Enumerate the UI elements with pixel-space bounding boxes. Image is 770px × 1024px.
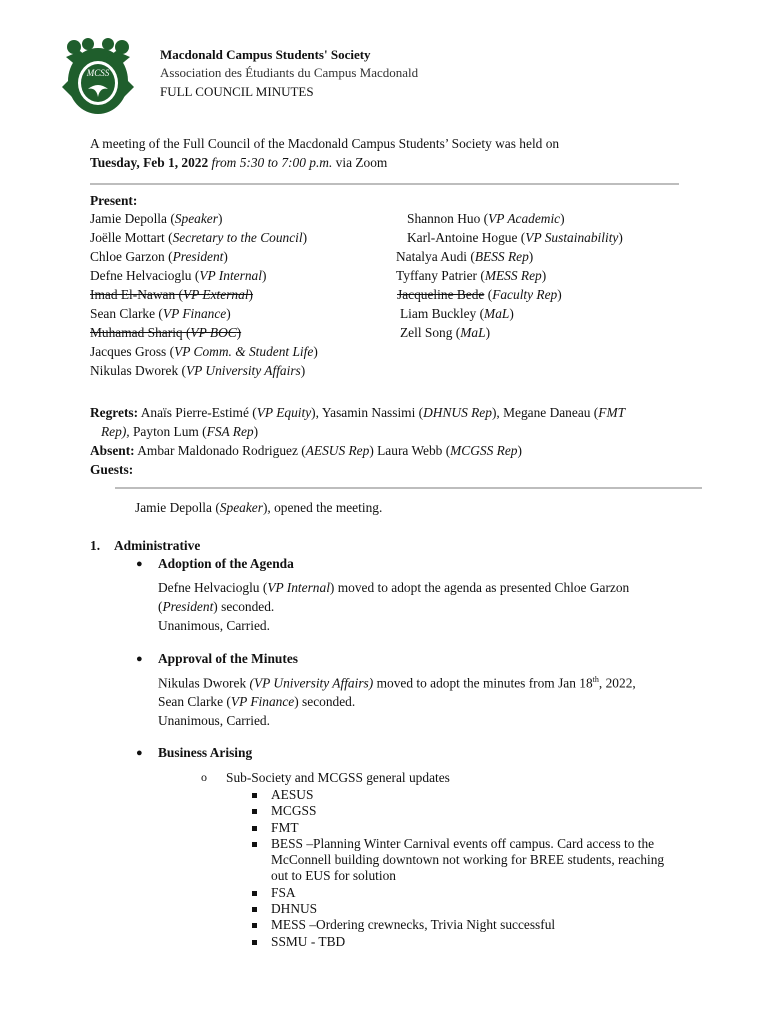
attendee: Defne Helvacioglu (VP Internal) — [90, 268, 267, 283]
bullet-icon: ● — [136, 747, 143, 759]
attendee: Zell Song (MaL) — [400, 325, 491, 340]
business-title: Business Arising — [158, 745, 253, 760]
attendee: Jamie Depolla (Speaker) — [90, 211, 223, 226]
intro-line: A meeting of the Full Council of the Macdonald Campus Students’ Society was held on — [90, 136, 560, 151]
attendee: Muhamad Shariq (VP BOC) — [90, 325, 242, 340]
minutes-line-3: Unanimous, Carried. — [158, 713, 270, 728]
update-item: FSA — [271, 885, 296, 900]
attendee: Chloe Garzon (President) — [90, 249, 228, 264]
attendee: Jacqueline Bede (Faculty Rep) — [397, 287, 562, 302]
minutes-line-1: Nikulas Dworek (VP University Affairs) moved to adopt the minutes from Jan 18th, 2022, — [158, 675, 636, 691]
section-title: Administrative — [114, 538, 201, 553]
square-bullet-icon — [252, 842, 257, 847]
square-bullet-icon — [252, 793, 257, 798]
agenda-line-2: (President) seconded. — [158, 599, 275, 614]
agenda-line-1: Defne Helvacioglu (VP Internal) moved to adopt the agenda as presented Chloe Garzon — [158, 580, 630, 595]
divider — [115, 487, 702, 489]
section-number: 1. — [90, 538, 101, 553]
square-bullet-icon — [252, 923, 257, 928]
update-item: out to EUS for solution — [271, 868, 396, 883]
attendee: Sean Clarke (VP Finance) — [90, 306, 231, 321]
attendee: Karl-Antoine Hogue (VP Sustainability) — [407, 230, 623, 245]
square-bullet-icon — [252, 907, 257, 912]
org-name-fr: Association des Étudiants du Campus Macdonald — [160, 65, 419, 80]
mcss-crest-logo — [60, 37, 136, 119]
update-item: McConnell building downtown not working for BREE students, reaching — [271, 852, 665, 867]
org-name: Macdonald Campus Students' Society — [160, 47, 371, 62]
square-bullet-icon — [252, 826, 257, 831]
divider — [90, 183, 679, 185]
update-item: MCGSS — [271, 803, 317, 818]
minutes-line-2: Sean Clarke (VP Finance) seconded. — [158, 694, 356, 709]
doc-title: FULL COUNCIL MINUTES — [160, 84, 314, 99]
absent-line: Absent: Ambar Maldonado Rodriguez (AESUS Rep) Laura Webb (MCGSS Rep) — [90, 443, 522, 458]
update-item: AESUS — [271, 787, 314, 802]
logo-text: MCSS — [86, 68, 110, 78]
agenda-title: Adoption of the Agenda — [158, 556, 294, 571]
attendee: Jacques Gross (VP Comm. & Student Life) — [90, 344, 318, 359]
square-bullet-icon — [252, 809, 257, 814]
guests-label: Guests: — [90, 462, 134, 477]
opening-line: Jamie Depolla (Speaker), opened the meeting. — [135, 500, 383, 515]
attendee: Imad El-Nawan (VP External) — [90, 287, 254, 302]
sub-society-title: Sub-Society and MCGSS general updates — [226, 770, 450, 785]
square-bullet-icon — [252, 940, 257, 945]
attendee: Liam Buckley (MaL) — [400, 306, 514, 321]
update-item: FMT — [271, 820, 299, 835]
bullet-icon: ● — [136, 558, 143, 570]
bullet-icon: ● — [136, 653, 143, 665]
attendee: Nikulas Dworek (VP University Affairs) — [90, 363, 306, 378]
square-bullet-icon — [252, 891, 257, 896]
attendee: Shannon Huo (VP Academic) — [407, 211, 565, 226]
present-label: Present: — [90, 193, 138, 208]
minutes-title: Approval of the Minutes — [158, 651, 298, 666]
circle-bullet-icon: o — [201, 770, 207, 784]
attendee: Tyffany Patrier (MESS Rep) — [396, 268, 547, 283]
update-item: SSMU - TBD — [271, 934, 346, 949]
meeting-datetime: Tuesday, Feb 1, 2022 from 5:30 to 7:00 p.m. via Zoom — [90, 155, 388, 170]
update-item: DHNUS — [271, 901, 318, 916]
agenda-line-3: Unanimous, Carried. — [158, 618, 270, 633]
attendee: Joëlle Mottart (Secretary to the Council) — [90, 230, 308, 245]
update-item: MESS –Ordering crewnecks, Trivia Night successful — [271, 917, 556, 932]
regrets-line-2: Rep), Payton Lum (FSA Rep) — [101, 424, 259, 439]
regrets-line-1: Regrets: Anaïs Pierre-Estimé (VP Equity), Yasamin Nassimi (DHNUS Rep), Megane Daneau (FMT — [90, 405, 626, 420]
attendee: Natalya Audi (BESS Rep) — [396, 249, 534, 264]
update-item: BESS –Planning Winter Carnival events off campus. Card access to the — [271, 836, 655, 851]
